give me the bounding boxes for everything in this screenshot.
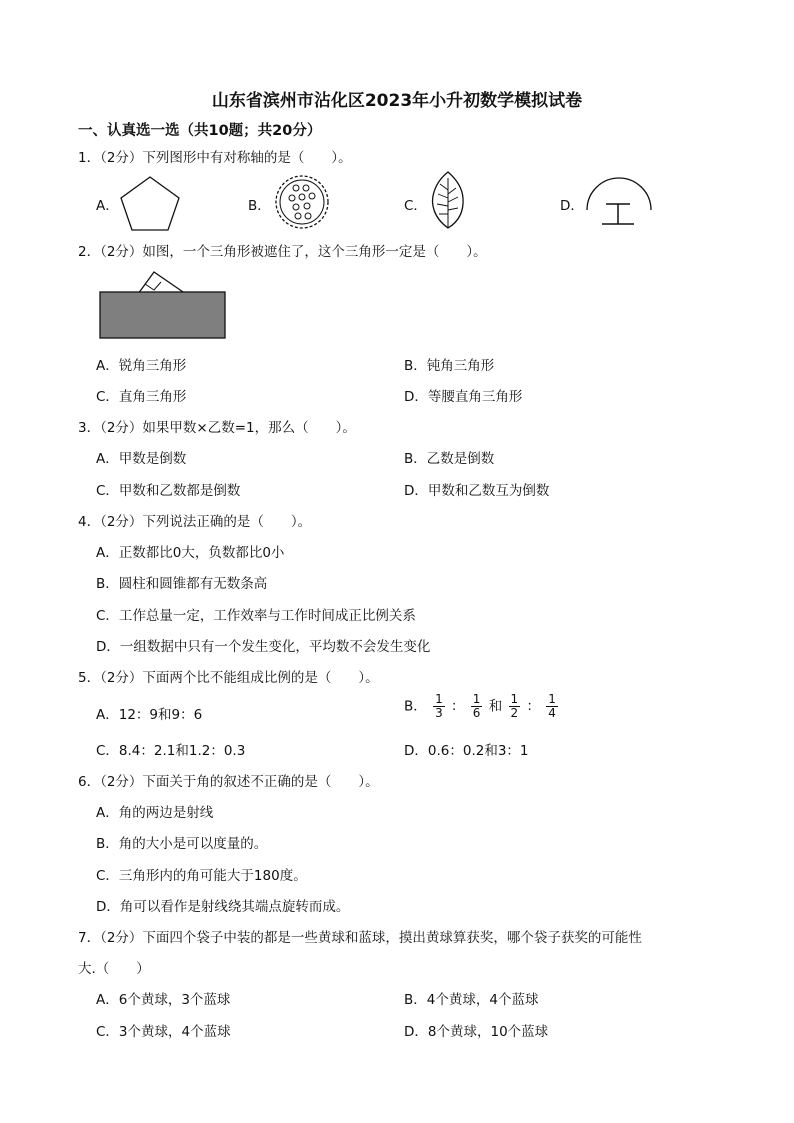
covered-triangle-figure: [98, 264, 228, 342]
fraction-one-quarter: $\frac{1}{4}$: [548, 692, 556, 720]
q2-option-c[interactable]: C．直角三角形: [96, 389, 187, 405]
q2-option-b[interactable]: B．钝角三角形: [404, 358, 495, 374]
q4-option-b[interactable]: B．圆柱和圆锥都有无数条高: [96, 576, 268, 592]
q1-label-c[interactable]: C．: [404, 198, 427, 214]
q3-option-d[interactable]: D．甲数和乙数互为倒数: [404, 483, 550, 499]
q7-option-b[interactable]: B．4个黄球，4个蓝球: [404, 992, 539, 1008]
q3-option-b[interactable]: B．乙数是倒数: [404, 451, 495, 467]
q1-label-d[interactable]: D．: [560, 198, 584, 214]
question-4-stem: 4．（2分）下列说法正确的是（ ）。: [78, 514, 312, 530]
q4-option-a[interactable]: A．正数都比0大，负数都比0小: [96, 545, 285, 561]
q7-option-c[interactable]: C．3个黄球，4个蓝球: [96, 1024, 231, 1040]
question-1-stem: 1．（2分）下列图形中有对称轴的是（ ）。: [78, 150, 352, 166]
q3-option-c[interactable]: C．甲数和乙数都是倒数: [96, 483, 241, 499]
question-5-stem: 5．（2分）下面两个比不能组成比例的是（ ）。: [78, 670, 379, 686]
ratio-colon: ：: [526, 698, 540, 715]
q7-option-a[interactable]: A．6个黄球，3个蓝球: [96, 992, 231, 1008]
q5-option-b[interactable]: [404, 693, 560, 720]
q6-option-d[interactable]: D．角可以看作是射线绕其端点旋转而成。: [96, 899, 350, 915]
q6-option-a[interactable]: A．角的两边是射线: [96, 805, 214, 821]
q2-option-d[interactable]: D．等腰直角三角形: [404, 389, 523, 405]
q4-option-d[interactable]: D．一组数据中只有一个发生变化，平均数不会发生变化: [96, 639, 431, 655]
q5-option-b-prefix: B．: [404, 698, 427, 715]
q1-label-a[interactable]: A．: [96, 198, 119, 214]
q2-option-a[interactable]: A．锐角三角形: [96, 358, 187, 374]
question-2-stem: 2．（2分）如图，一个三角形被遮住了，这个三角形一定是（ ）。: [78, 244, 487, 260]
q4-option-c[interactable]: C．工作总量一定，工作效率与工作时间成正比例关系: [96, 608, 416, 624]
circle-with-dots-icon: [274, 174, 330, 230]
q5-option-a[interactable]: A．12：9和9：6: [96, 707, 203, 723]
pentagon-icon: [118, 174, 182, 232]
fraction-one-sixth: $\frac{1}{6}$: [472, 692, 481, 720]
q7-option-d[interactable]: D．8个黄球，10个蓝球: [404, 1024, 549, 1040]
q6-option-c[interactable]: C．三角形内的角可能大于180度。: [96, 868, 307, 884]
q3-option-a[interactable]: A．甲数是倒数: [96, 451, 187, 467]
question-6-stem: 6．（2分）下面关于角的叙述不正确的是（ ）。: [78, 774, 379, 790]
question-3-stem: 3．（2分）如果甲数×乙数=1，那么（ ）。: [78, 420, 356, 436]
section-heading: 一、认真选一选（共10题；共20分）: [78, 123, 322, 139]
page-title: 山东省滨州市沾化区2023年小升初数学模拟试卷: [211, 91, 583, 111]
conjunction-and: 和: [488, 698, 503, 715]
q1-label-b[interactable]: B．: [248, 198, 271, 214]
fraction-one-half: $\frac{1}{2}$: [510, 692, 519, 720]
leaf-icon: [428, 170, 468, 232]
q5-option-d[interactable]: D．0.6：0.2和3：1: [404, 743, 529, 759]
fraction-one-third: $\frac{1}{3}$: [435, 692, 443, 720]
question-7-stem-line1: 7．（2分）下面四个袋子中装的都是一些黄球和蓝球，摸出黄球算获奖，哪个袋子获奖的可能性: [78, 930, 642, 946]
semicircle-with-t-icon: [584, 174, 654, 226]
q6-option-b[interactable]: B．角的大小是可以度量的。: [96, 836, 268, 852]
question-7-stem-line2: 大.（ ）: [78, 961, 150, 977]
q5-option-c[interactable]: C．8.4：2.1和1.2：0.3: [96, 743, 246, 759]
ratio-colon: ：: [451, 698, 465, 715]
